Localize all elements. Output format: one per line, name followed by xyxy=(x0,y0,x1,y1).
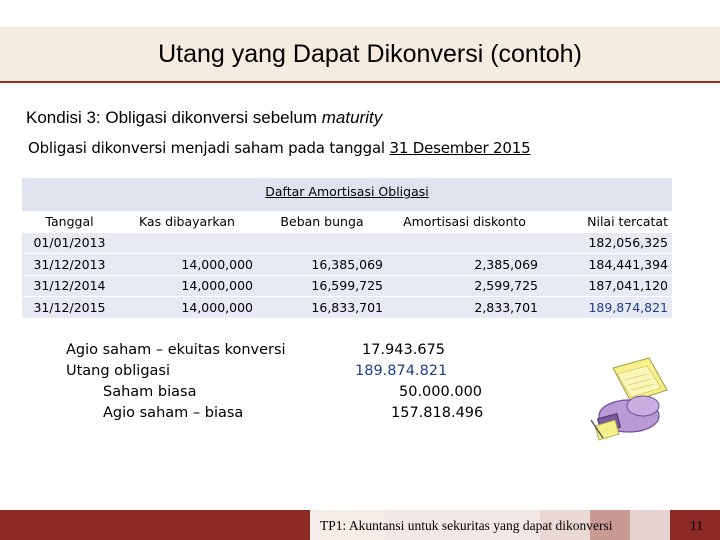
journal-line xyxy=(66,340,506,361)
column-header: Amortisasi diskonto xyxy=(387,211,542,232)
table-cell: 182,056,325 xyxy=(542,232,672,254)
table-cell: 14,000,000 xyxy=(117,275,257,297)
journal-line xyxy=(66,361,506,382)
table-cell xyxy=(117,232,257,254)
condition-heading-emphasis: maturity xyxy=(321,108,383,127)
table-row xyxy=(22,254,672,276)
amortization-table-title-band xyxy=(22,178,672,211)
table-cell: 2,599,725 xyxy=(387,275,542,297)
journal-account: Agio saham – biasa xyxy=(103,405,244,421)
table-cell: 187,041,120 xyxy=(542,275,672,297)
table-cell: 01/01/2013 xyxy=(22,232,117,254)
journal-amount: 50.000.000 xyxy=(399,384,483,400)
table-row xyxy=(22,232,672,254)
journal-amount: 17.943.675 xyxy=(362,342,446,358)
table-cell: 2,385,069 xyxy=(387,254,542,276)
footer-segment-light xyxy=(630,510,670,540)
journal-entry xyxy=(66,340,506,424)
page-number: 11 xyxy=(690,518,703,533)
table-cell: 14,000,000 xyxy=(117,297,257,319)
column-header: Tanggal xyxy=(22,211,117,232)
amortization-table-title: Daftar Amortisasi Obligasi xyxy=(265,184,429,199)
table-cell: 2,833,701 xyxy=(387,297,542,319)
slide-title: Utang yang Dapat Dikonversi (contoh) xyxy=(158,40,582,68)
condition-heading xyxy=(26,108,382,128)
journal-line xyxy=(66,403,506,424)
journal-account: Saham biasa xyxy=(103,384,197,400)
table-cell: 31/12/2014 xyxy=(22,275,117,297)
journal-account: Agio saham – ekuitas konversi xyxy=(66,342,286,358)
table-cell: 31/12/2015 xyxy=(22,297,117,319)
table-cell: 31/12/2013 xyxy=(22,254,117,276)
printer-icon xyxy=(585,350,675,450)
conversion-statement xyxy=(28,139,530,157)
journal-line xyxy=(66,382,506,403)
amortization-table xyxy=(22,211,672,319)
conversion-statement-text: Obligasi dikonversi menjadi saham pada tanggal xyxy=(28,139,390,157)
journal-account: Utang obligasi xyxy=(66,363,170,379)
table-row xyxy=(22,275,672,297)
top-band xyxy=(0,0,720,27)
column-header: Kas dibayarkan xyxy=(117,211,257,232)
column-header: Beban bunga xyxy=(257,211,387,232)
journal-amount: 189.874.821 xyxy=(355,363,448,379)
table-cell: 16,833,701 xyxy=(257,297,387,319)
condition-heading-text: Kondisi 3: Obligasi dikonversi sebelum xyxy=(26,108,322,127)
table-row xyxy=(22,297,672,319)
table-cell: 16,385,069 xyxy=(257,254,387,276)
journal-amount: 157.818.496 xyxy=(391,405,484,421)
amortization-table-wrap xyxy=(22,178,672,319)
table-cell xyxy=(257,232,387,254)
document-printer-clipart xyxy=(585,350,675,450)
table-cell: 16,599,725 xyxy=(257,275,387,297)
table-cell xyxy=(387,232,542,254)
column-header: Nilai tercatat xyxy=(542,211,672,232)
table-cell: 184,441,394 xyxy=(542,254,672,276)
final-carrying-value-cell: 189,874,821 xyxy=(542,297,672,319)
table-header-row xyxy=(22,211,672,232)
footer-text: TP1: Akuntansi untuk sekuritas yang dapat dikonversi xyxy=(320,518,613,533)
table-cell: 14,000,000 xyxy=(117,254,257,276)
conversion-date: 31 Desember 2015 xyxy=(389,139,531,157)
